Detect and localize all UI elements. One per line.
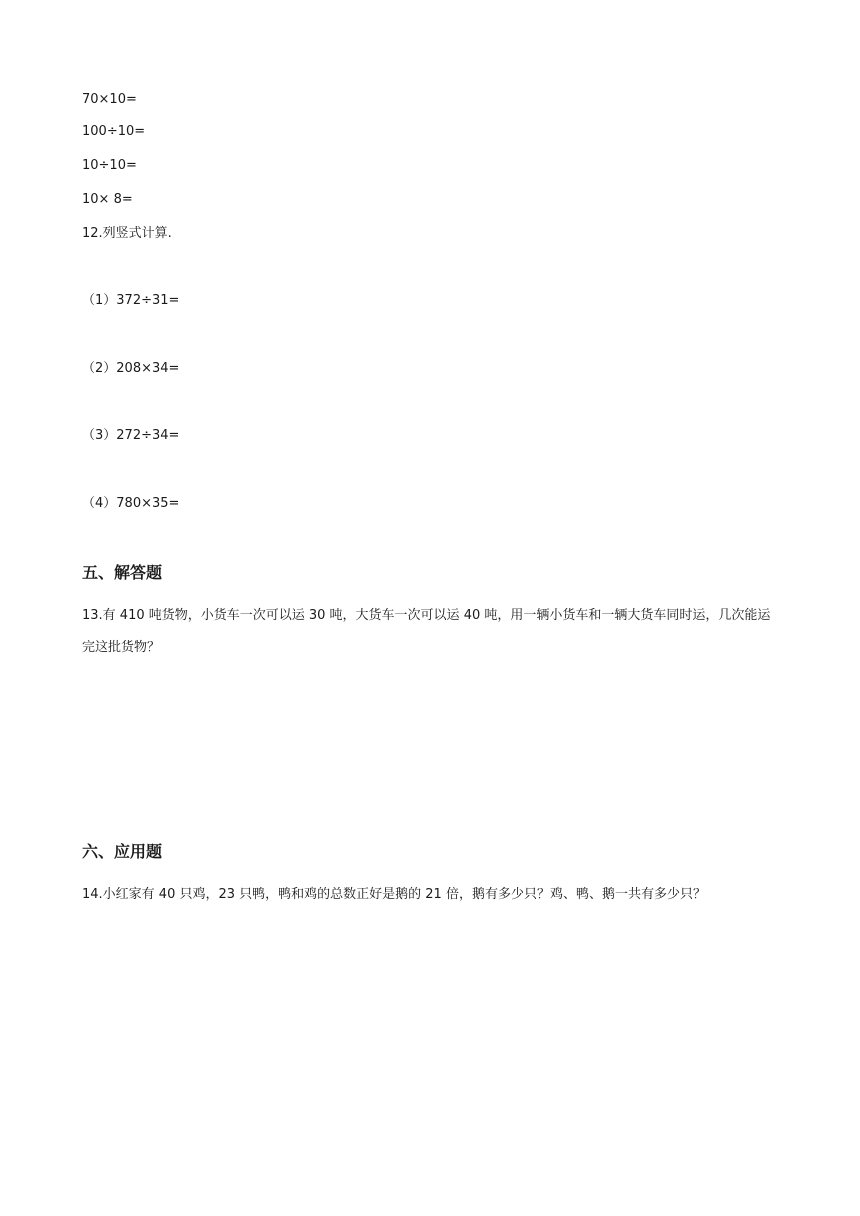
question-12-item: （2）208×34= <box>82 361 180 376</box>
question-12-item: （4）780×35= <box>82 496 180 511</box>
question-13: 13.有 410 吨货物，小货车一次可以运 30 吨，大货车一次可以运 40 吨，用一辆小货车和一辆大货车同时运，几次能运完这批货物？ <box>82 608 771 655</box>
question-12-item: （3）272÷34= <box>82 428 180 443</box>
question-12-item: （1）372÷31= <box>82 293 180 308</box>
calc-line: 70×10= <box>82 92 137 107</box>
question-14: 14.小红家有 40 只鸡，23 只鸭，鸭和鸡的总数正好是鹅的 21 倍，鹅有多少只？鸡、鸭、鹅一共有多少只？ <box>82 887 706 902</box>
calc-line: 10× 8= <box>82 192 133 207</box>
question-12-title: 12.列竖式计算. <box>82 226 172 241</box>
calc-line: 10÷10= <box>82 158 137 173</box>
section-6-heading: 六、应用题 <box>82 842 163 861</box>
calc-line: 100÷10= <box>82 124 146 139</box>
section-5-heading: 五、解答题 <box>82 563 163 582</box>
